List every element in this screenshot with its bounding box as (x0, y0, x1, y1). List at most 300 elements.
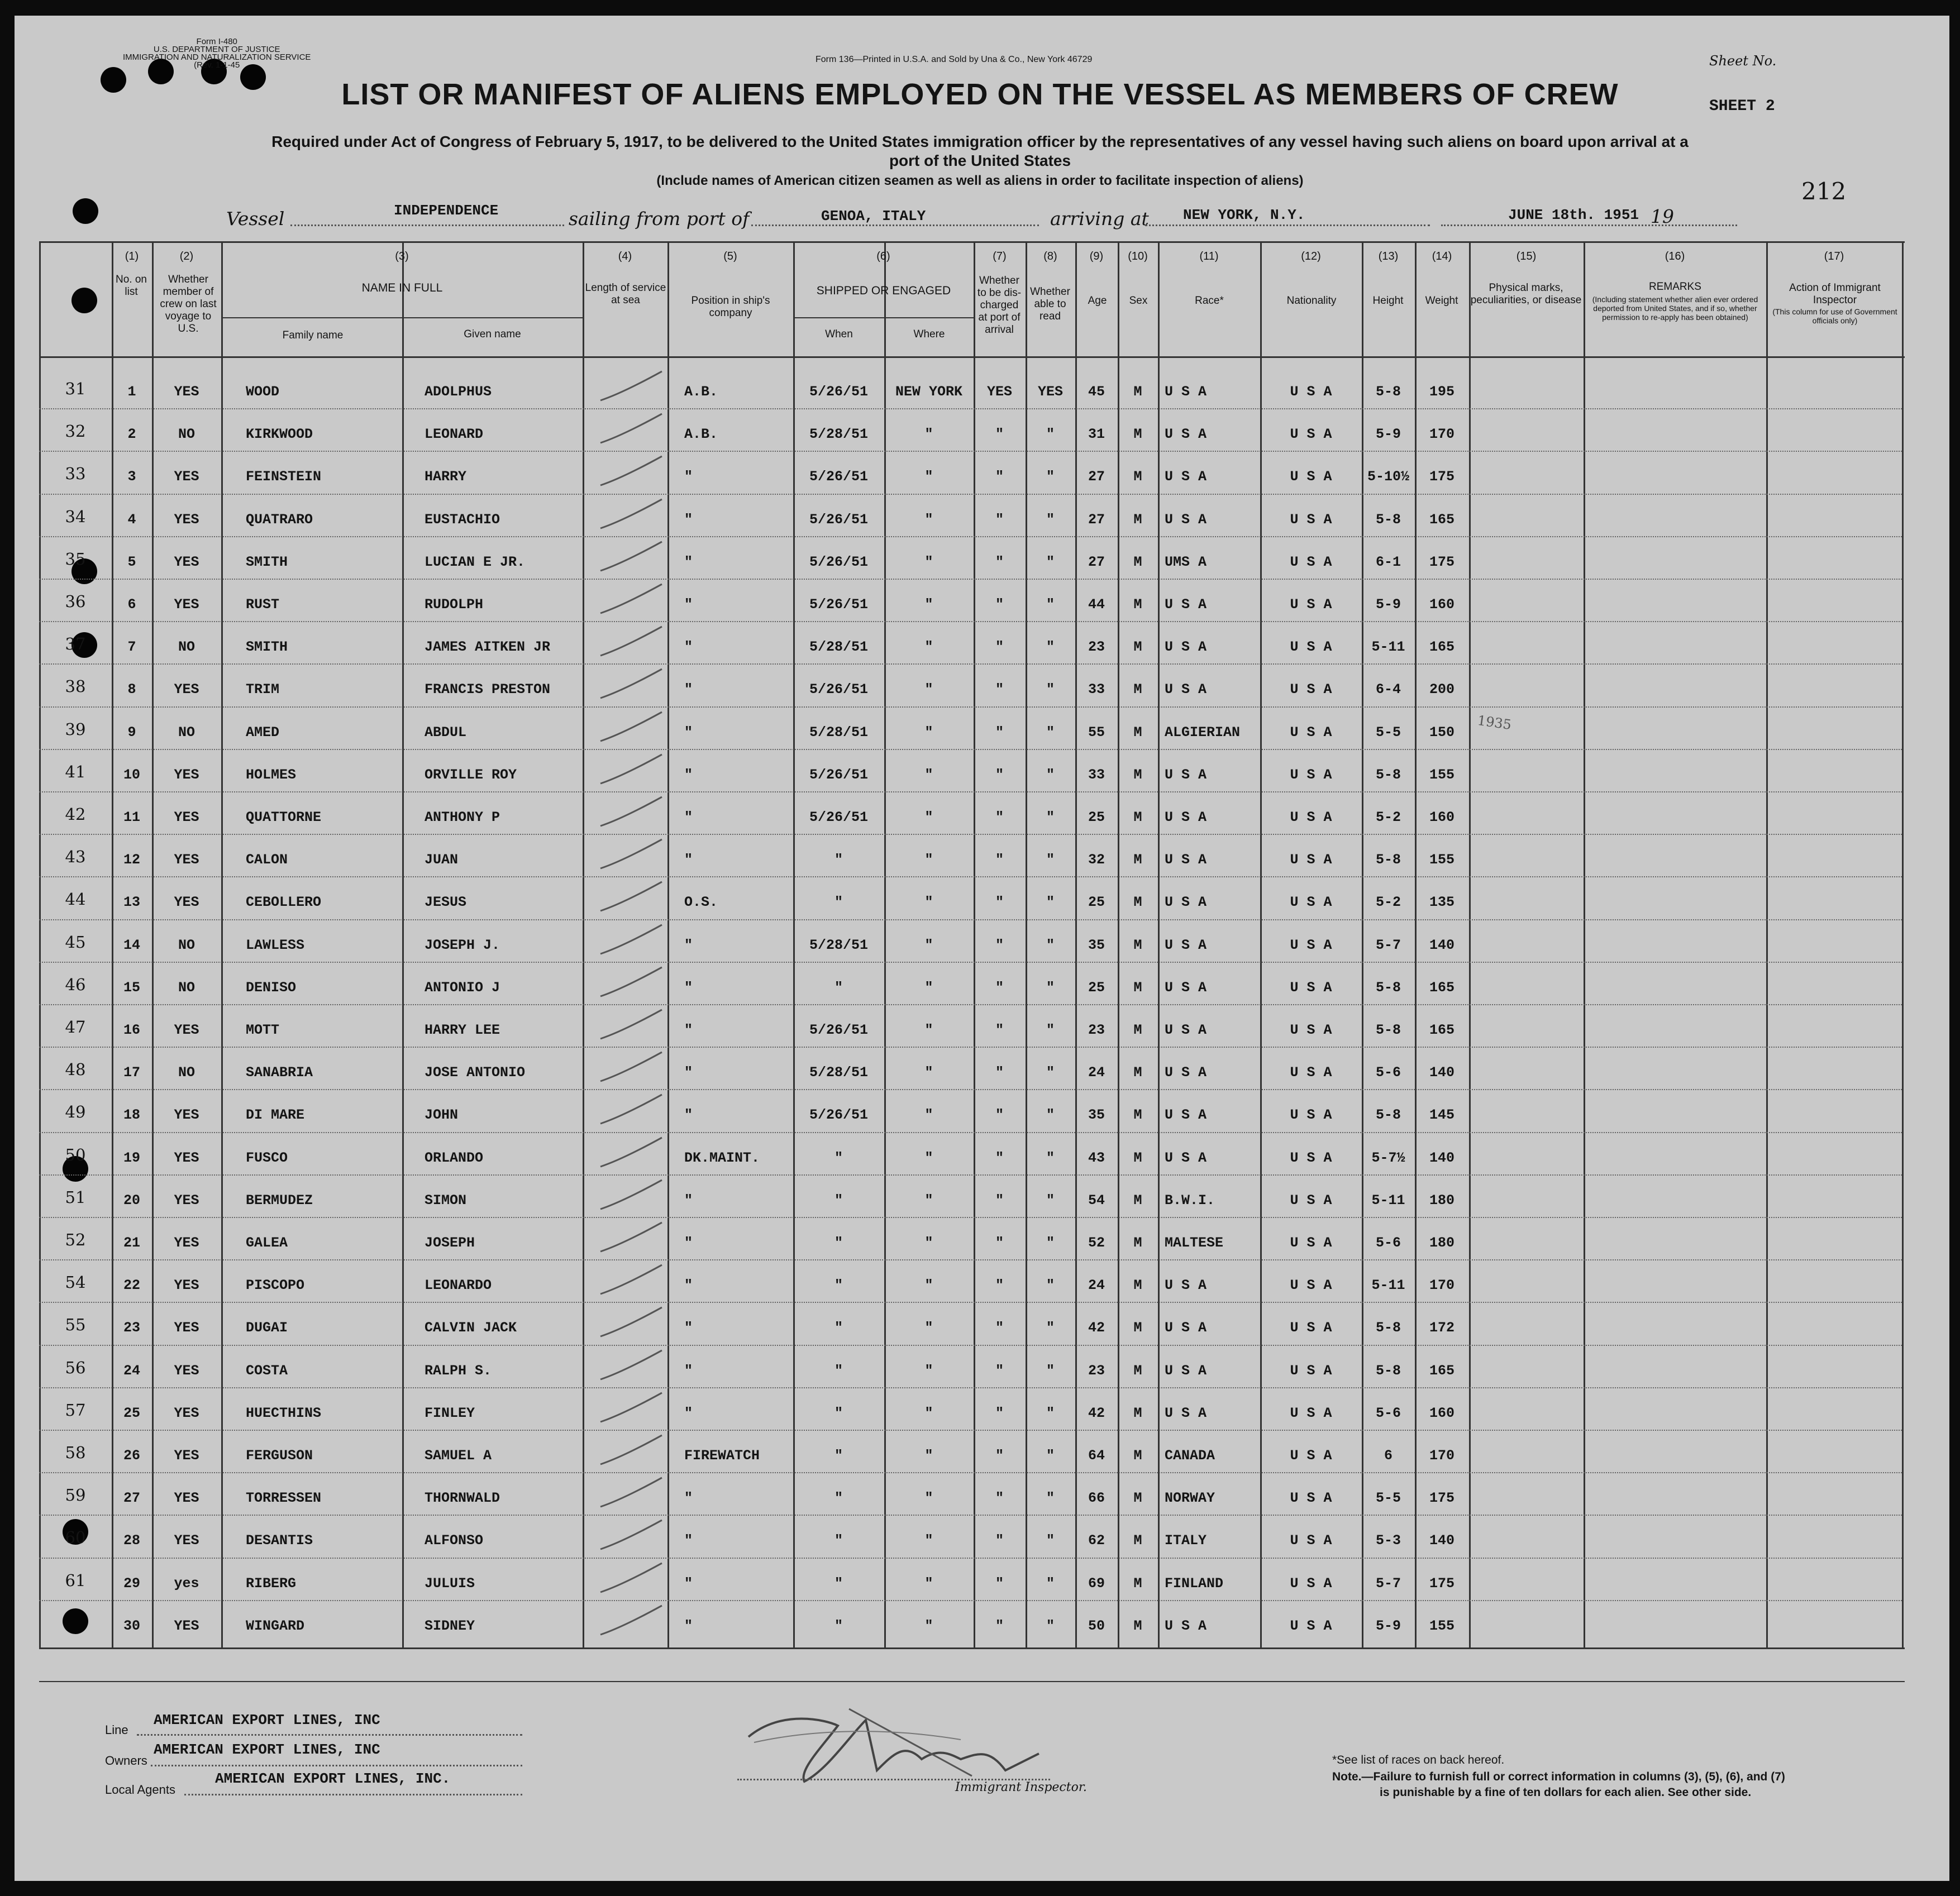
able-to-read: " (1046, 1490, 1055, 1506)
shipped-where: " (924, 937, 933, 953)
column-number: (14) (1432, 250, 1452, 262)
shipped-when: 5/26/51 (809, 596, 869, 613)
shipped-when: " (834, 852, 843, 868)
given-name: ABDUL (425, 724, 467, 741)
weight: 175 (1429, 1575, 1454, 1592)
list-number: 14 (123, 937, 140, 953)
table-rule (39, 621, 1902, 622)
weight: 165 (1429, 1363, 1454, 1379)
discharged: " (995, 1618, 1004, 1634)
table-rule (39, 919, 1902, 920)
given-name: THORNWALD (425, 1490, 500, 1506)
given-name: FINLEY (425, 1405, 475, 1421)
weight: 140 (1429, 1532, 1454, 1549)
weight: 180 (1429, 1192, 1454, 1209)
shipped-where: " (924, 1235, 933, 1251)
column-number: (1) (125, 250, 139, 262)
age: 23 (1088, 1363, 1105, 1379)
nationality: U S A (1290, 1022, 1332, 1038)
shipped-when: 5/26/51 (809, 469, 869, 485)
manifest-line-number: 44 (65, 890, 86, 909)
nationality: U S A (1290, 681, 1332, 698)
previous-voyage: YES (174, 596, 199, 613)
nationality: U S A (1290, 554, 1332, 570)
column-number: (11) (1199, 250, 1219, 262)
discharged: YES (986, 384, 1012, 400)
header-length-of-service: Length of service at sea (585, 282, 666, 306)
shipped-where: " (924, 1618, 933, 1634)
race: MALTESE (1165, 1235, 1224, 1251)
family-name: MOTT (246, 1022, 280, 1038)
height: 5-8 (1375, 384, 1401, 400)
given-name: HARRY LEE (425, 1022, 500, 1038)
header-remarks-note: (Including statement whether alien ever ordered deported from United States, and if so, whether permission to re-apply has been obtained) (1592, 295, 1758, 322)
height: 5-2 (1375, 809, 1401, 825)
sex: M (1133, 1107, 1142, 1123)
able-to-read: " (1046, 1107, 1055, 1123)
header-discharged: Whether to be dis-charged at port of arrival (977, 275, 1022, 336)
header-height: Height (1372, 295, 1404, 307)
check-mark-icon (584, 792, 667, 832)
table-rule (221, 317, 583, 318)
check-mark-icon (584, 1303, 667, 1342)
nationality: U S A (1290, 1064, 1332, 1081)
position: " (684, 1320, 693, 1336)
sex: M (1133, 980, 1142, 996)
age: 27 (1088, 554, 1105, 570)
manifest-line-number: 46 (65, 975, 86, 994)
fine-note-2: is punishable by a fine of ten dollars for each alien. See other side. (1380, 1786, 1752, 1799)
column-number: (15) (1516, 250, 1537, 262)
height: 5-9 (1375, 426, 1401, 442)
previous-voyage: NO (178, 426, 195, 442)
race: UMS A (1165, 554, 1207, 570)
table-rule (39, 1089, 1902, 1090)
height: 5-11 (1371, 639, 1405, 655)
list-number: 13 (123, 894, 140, 910)
weight: 195 (1429, 384, 1454, 400)
shipped-when: 5/28/51 (809, 1064, 869, 1081)
sex: M (1133, 554, 1142, 570)
height: 6-1 (1375, 554, 1401, 570)
family-name: DENISO (246, 980, 297, 996)
column-number: (16) (1665, 250, 1685, 262)
nationality: U S A (1290, 1448, 1332, 1464)
sex: M (1133, 1277, 1142, 1293)
sex: M (1133, 1064, 1142, 1081)
family-name: SMITH (246, 639, 288, 655)
manifest-line-number: 52 (65, 1230, 86, 1249)
sex: M (1133, 1532, 1142, 1549)
header-previous-voyage: Whether member of crew on last voyage to U.S. (160, 274, 217, 335)
nationality: U S A (1290, 1363, 1332, 1379)
check-mark-icon (584, 580, 667, 619)
check-mark-icon (584, 1346, 667, 1385)
table-rule (1584, 241, 1585, 1647)
family-name: FERGUSON (246, 1448, 313, 1464)
table-rule (39, 536, 1902, 537)
check-mark-icon (584, 537, 667, 576)
table-rule (39, 1387, 1902, 1388)
height: 5-8 (1375, 980, 1401, 996)
nationality: U S A (1290, 1150, 1332, 1166)
table-rule (39, 1047, 1902, 1048)
height: 5-6 (1375, 1064, 1401, 1081)
line-company: AMERICAN EXPORT LINES, INC (154, 1712, 380, 1728)
year-suffix: 19 (1651, 206, 1674, 227)
discharged: " (995, 1022, 1004, 1038)
given-name: ADOLPHUS (425, 384, 492, 400)
manifest-line-number: 58 (65, 1443, 86, 1462)
table-rule (39, 1681, 1905, 1682)
given-name: JOSEPH J. (425, 937, 500, 953)
previous-voyage: yes (174, 1575, 199, 1592)
given-name: JESUS (425, 894, 467, 910)
table-rule (39, 1004, 1902, 1005)
list-number: 29 (123, 1575, 140, 1592)
able-to-read: " (1046, 767, 1055, 783)
manifest-line-number: 60 (65, 1528, 86, 1547)
manifest-line-number: 36 (65, 592, 86, 611)
nationality: U S A (1290, 724, 1332, 741)
check-mark-icon (584, 409, 667, 448)
family-name: RUST (246, 596, 280, 613)
sex: M (1133, 1575, 1142, 1592)
list-number: 20 (123, 1192, 140, 1209)
shipped-when: 5/26/51 (809, 554, 869, 570)
shipped-where: " (924, 980, 933, 996)
nationality: U S A (1290, 639, 1332, 655)
age: 25 (1088, 809, 1105, 825)
shipped-where: " (924, 469, 933, 485)
discharged: " (995, 681, 1004, 698)
shipped-when: " (834, 1618, 843, 1634)
shipped-when: 5/28/51 (809, 937, 869, 953)
height: 5-3 (1375, 1532, 1401, 1549)
sex: M (1133, 384, 1142, 400)
nationality: U S A (1290, 937, 1332, 953)
sex: M (1133, 1235, 1142, 1251)
previous-voyage: YES (174, 1192, 199, 1209)
list-number: 16 (123, 1022, 140, 1038)
manifest-line-number: 45 (65, 933, 86, 952)
list-number: 30 (123, 1618, 140, 1634)
check-mark-icon (584, 1005, 667, 1044)
manifest-line-number: 54 (65, 1273, 86, 1292)
position: A.B. (684, 384, 718, 400)
check-mark-icon (584, 835, 667, 874)
arriving-label: arriving at (1050, 208, 1149, 230)
family-name: GALEA (246, 1235, 288, 1251)
race: U S A (1165, 1064, 1207, 1081)
list-number: 28 (123, 1532, 140, 1549)
sex: M (1133, 1363, 1142, 1379)
header-race: Race* (1195, 295, 1224, 307)
form-id: Form I-480 U.S. DEPARTMENT OF JUSTICE IMMIGRATION AND NATURALIZATION SERVICE (Rev. 1-1-45 (123, 37, 311, 70)
shipped-when: " (834, 1235, 843, 1251)
manifest-line-number: 61 (65, 1571, 86, 1590)
table-rule (39, 579, 1902, 580)
shipped-when: " (834, 1532, 843, 1549)
sex: M (1133, 852, 1142, 868)
manifest-line-number: 41 (65, 762, 86, 781)
discharged: " (995, 1490, 1004, 1506)
height: 5-9 (1375, 1618, 1401, 1634)
punch-hole (63, 1608, 88, 1634)
manifest-line-number: 32 (65, 422, 86, 441)
position: " (684, 1405, 693, 1421)
family-name: SANABRIA (246, 1064, 313, 1081)
age: 52 (1088, 1235, 1105, 1251)
able-to-read: " (1046, 1277, 1055, 1293)
previous-voyage: YES (174, 1363, 199, 1379)
header-where: Where (913, 328, 945, 340)
list-number: 18 (123, 1107, 140, 1123)
family-name: DESANTIS (246, 1532, 313, 1549)
list-number: 10 (123, 767, 140, 783)
race: U S A (1165, 681, 1207, 698)
discharged: " (995, 639, 1004, 655)
shipped-where: " (924, 852, 933, 868)
list-number: 5 (127, 554, 136, 570)
able-to-read: " (1046, 1532, 1055, 1549)
weight: 165 (1429, 980, 1454, 996)
owners-label: Owners (105, 1754, 147, 1768)
able-to-read: " (1046, 1448, 1055, 1464)
list-number: 27 (123, 1490, 140, 1506)
previous-voyage: YES (174, 1618, 199, 1634)
manifest-line-number: 33 (65, 464, 86, 483)
fine-note-1: Note.—Failure to furnish full or correct information in columns (3), (5), (6), and (7) (1332, 1770, 1785, 1783)
nationality: U S A (1290, 1490, 1332, 1506)
family-name: QUATRARO (246, 512, 313, 528)
race: U S A (1165, 980, 1207, 996)
shipped-where: " (924, 1192, 933, 1209)
able-to-read: " (1046, 426, 1055, 442)
position: " (684, 980, 693, 996)
column-number: (3) (395, 250, 409, 262)
manifest-line-number: 35 (65, 550, 86, 569)
header-position: Position in ship's company (691, 295, 770, 319)
position: " (684, 681, 693, 698)
sheet-number: SHEET 2 (1709, 98, 1775, 115)
column-number: (9) (1089, 250, 1104, 262)
position: " (684, 596, 693, 613)
height: 5-8 (1375, 1107, 1401, 1123)
weight: 155 (1429, 852, 1454, 868)
race: NORWAY (1165, 1490, 1215, 1506)
position: " (684, 852, 693, 868)
owners-company: AMERICAN EXPORT LINES, INC (154, 1741, 380, 1758)
header-age: Age (1088, 295, 1107, 307)
sex: M (1133, 681, 1142, 698)
table-rule (39, 791, 1902, 792)
table-rule (39, 962, 1902, 963)
list-number: 7 (127, 639, 136, 655)
discharged: " (995, 1107, 1004, 1123)
arrival-date: JUNE 18th. 1951 (1508, 207, 1639, 223)
shipped-where: " (924, 894, 933, 910)
height: 6-4 (1375, 681, 1401, 698)
weight: 135 (1429, 894, 1454, 910)
sex: M (1133, 1448, 1142, 1464)
column-number: (6) (876, 250, 890, 262)
age: 64 (1088, 1448, 1105, 1464)
age: 54 (1088, 1192, 1105, 1209)
shipped-where: " (924, 1363, 933, 1379)
sex: M (1133, 937, 1142, 953)
age: 55 (1088, 724, 1105, 741)
weight: 155 (1429, 767, 1454, 783)
given-name: ANTHONY P (425, 809, 500, 825)
nationality: U S A (1290, 1532, 1332, 1549)
shipped-where: " (924, 1022, 933, 1038)
shipped-where: " (924, 1532, 933, 1549)
position: " (684, 1022, 693, 1038)
discharged: " (995, 1363, 1004, 1379)
weight: 165 (1429, 639, 1454, 655)
age: 24 (1088, 1277, 1105, 1293)
shipped-when: 5/28/51 (809, 426, 869, 442)
sex: M (1133, 426, 1142, 442)
header-shipped: SHIPPED OR ENGAGED (816, 284, 951, 297)
vessel-name: INDEPENDENCE (394, 202, 499, 219)
discharged: " (995, 596, 1004, 613)
family-name: FEINSTEIN (246, 469, 322, 485)
height: 5-8 (1375, 1320, 1401, 1336)
subtitle-line-2: port of the United States (889, 152, 1071, 169)
table-rule (39, 1647, 1905, 1649)
previous-voyage: YES (174, 1405, 199, 1421)
able-to-read: " (1046, 681, 1055, 698)
nationality: U S A (1290, 1618, 1332, 1634)
given-name: CALVIN JACK (425, 1320, 517, 1336)
previous-voyage: YES (174, 809, 199, 825)
height: 5-11 (1371, 1277, 1405, 1293)
previous-voyage: YES (174, 1150, 199, 1166)
race: ITALY (1165, 1532, 1207, 1549)
shipped-where: " (924, 1277, 933, 1293)
check-mark-icon (584, 1048, 667, 1087)
age: 62 (1088, 1532, 1105, 1549)
able-to-read: " (1046, 980, 1055, 996)
table-rule (39, 1345, 1902, 1346)
table-rule (39, 1430, 1902, 1431)
shipped-where: " (924, 554, 933, 570)
sex: M (1133, 596, 1142, 613)
list-number: 23 (123, 1320, 140, 1336)
position: " (684, 937, 693, 953)
sex: M (1133, 512, 1142, 528)
discharged: " (995, 1532, 1004, 1549)
header-family-name: Family name (282, 329, 344, 341)
check-mark-icon (584, 920, 667, 959)
check-mark-icon (584, 495, 667, 534)
previous-voyage: NO (178, 639, 195, 655)
race: U S A (1165, 894, 1207, 910)
age: 33 (1088, 681, 1105, 698)
position: " (684, 767, 693, 783)
races-note: *See list of races on back hereof. (1332, 1754, 1505, 1766)
family-name: RIBERG (246, 1575, 297, 1592)
list-number: 4 (127, 512, 136, 528)
able-to-read: " (1046, 469, 1055, 485)
able-to-read: " (1046, 1363, 1055, 1379)
list-number: 11 (123, 809, 140, 825)
header-action: Action of Immigrant Inspector (1789, 282, 1881, 306)
shipped-where: " (924, 426, 933, 442)
given-name: EUSTACHIO (425, 512, 500, 528)
weight: 172 (1429, 1320, 1454, 1336)
subtitle-line-1: Required under Act of Congress of February 5, 1917, to be delivered to the United States immigration officer by the representatives of any vessel having such aliens on board upon arrival at a (271, 133, 1689, 150)
given-name: ALFONSO (425, 1532, 484, 1549)
position: " (684, 1575, 693, 1592)
position: " (684, 1277, 693, 1293)
shipped-when: " (834, 1575, 843, 1592)
table-rule (39, 494, 1902, 495)
table-rule (39, 241, 1905, 243)
race: U S A (1165, 809, 1207, 825)
position: " (684, 469, 693, 485)
height: 5-10½ (1367, 469, 1409, 485)
age: 35 (1088, 1107, 1105, 1123)
family-name: CEBOLLERO (246, 894, 322, 910)
age: 42 (1088, 1405, 1105, 1421)
age: 25 (1088, 894, 1105, 910)
able-to-read: " (1046, 596, 1055, 613)
race: U S A (1165, 1363, 1207, 1379)
given-name: RALPH S. (425, 1363, 492, 1379)
table-rule (39, 1302, 1902, 1303)
height: 5-8 (1375, 1022, 1401, 1038)
nationality: U S A (1290, 809, 1332, 825)
manifest-line-number: 50 (65, 1145, 86, 1164)
subtitle-line-3: (Include names of American citizen seamen as well as aliens in order to facilitate inspection of aliens) (656, 173, 1304, 188)
table-rule (39, 663, 1902, 665)
able-to-read: " (1046, 724, 1055, 741)
table-rule (1902, 241, 1904, 1647)
shipped-when: " (834, 1490, 843, 1506)
discharged: " (995, 1192, 1004, 1209)
race: U S A (1165, 1405, 1207, 1421)
family-name: PISCOPO (246, 1277, 305, 1293)
shipped-where: " (924, 1320, 933, 1336)
column-number: (8) (1043, 250, 1057, 262)
able-to-read: " (1046, 894, 1055, 910)
discharged: " (995, 767, 1004, 783)
age: 23 (1088, 639, 1105, 655)
position: " (684, 1363, 693, 1379)
table-rule (39, 241, 41, 1647)
age: 23 (1088, 1022, 1105, 1038)
given-name: JOHN (425, 1107, 459, 1123)
given-name: JOSE ANTONIO (425, 1064, 526, 1081)
position: FIREWATCH (684, 1448, 760, 1464)
weight: 160 (1429, 596, 1454, 613)
previous-voyage: YES (174, 1235, 199, 1251)
nationality: U S A (1290, 1277, 1332, 1293)
given-name: LEONARDO (425, 1277, 492, 1293)
able-to-read: " (1046, 809, 1055, 825)
sex: M (1133, 894, 1142, 910)
weight: 155 (1429, 1618, 1454, 1634)
shipped-when: " (834, 1363, 843, 1379)
race: U S A (1165, 937, 1207, 953)
table-rule (39, 706, 1902, 708)
nationality: U S A (1290, 1575, 1332, 1592)
column-number: (4) (618, 250, 632, 262)
weight: 165 (1429, 512, 1454, 528)
